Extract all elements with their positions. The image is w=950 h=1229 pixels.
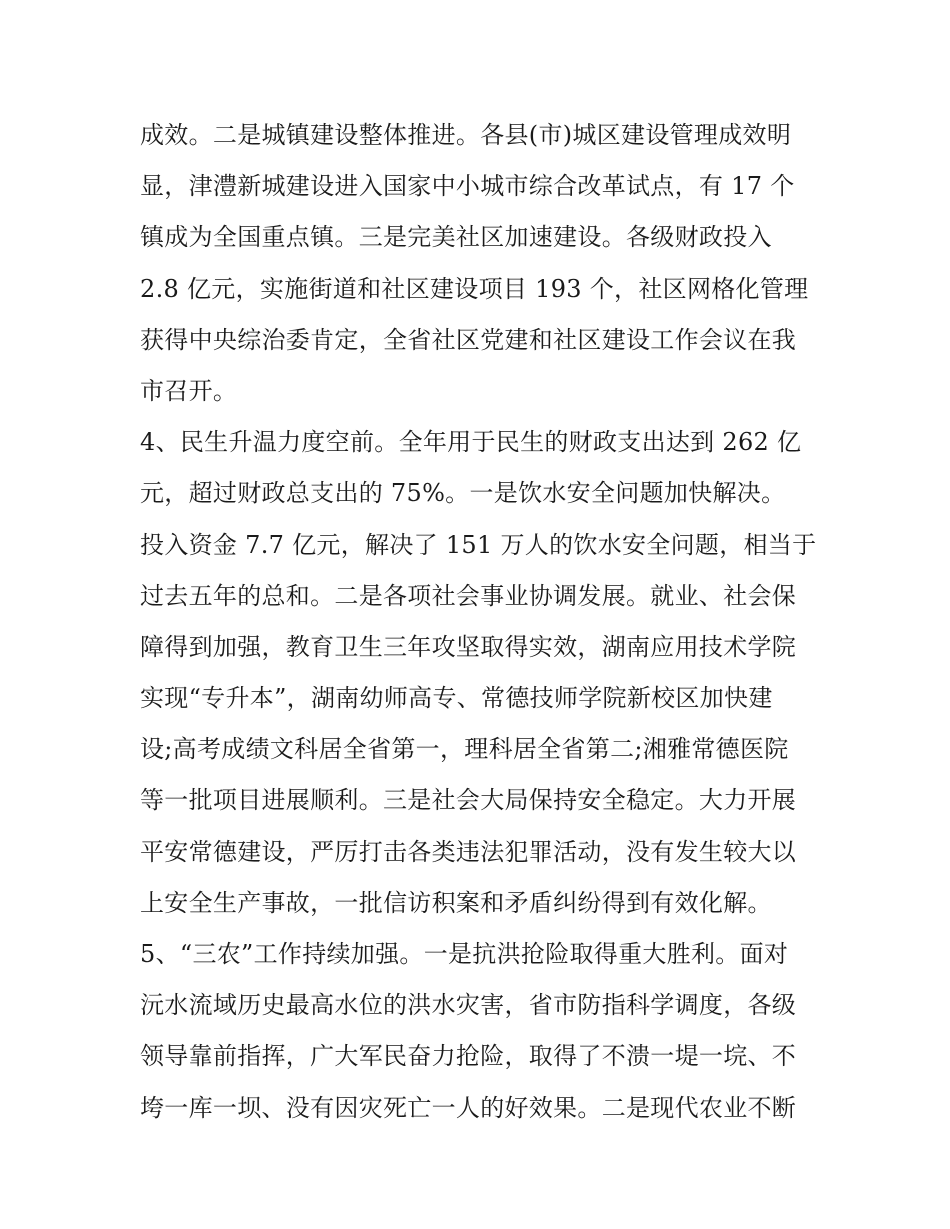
text-line: 5、“三农”工作持续加强。一是抗洪抢险取得重大胜利。面对 [140,940,789,968]
text-line: 等一批项目进展顺利。三是社会大局保持安全稳定。大力开展 [140,786,797,815]
text-line: 市召开。 [140,376,238,405]
text-line: 垮一库一坝、没有因灾死亡一人的好效果。二是现代农业不断 [140,1093,797,1122]
text-line: 2.8 亿元，实施街道和社区建设项目 193 个，社区网格化管理 [140,274,809,303]
text-line: 实现“专升本”，湖南幼师高专、常德技师学院新校区加快建 [140,684,773,713]
text-line: 投入资金 7.7 亿元，解决了 151 万人的饮水安全问题，相当于 [140,530,817,559]
document-body [140,110,820,1134]
text-line: 沅水流域历史最高水位的洪水灾害，省市防指科学调度，各级 [140,991,797,1020]
text-line: 元，超过财政总支出的 75%。一是饮水安全问题加快解决。 [140,479,786,508]
text-line: 领导靠前指挥，广大军民奋力抢险，取得了不溃一堤一垸、不 [140,1042,797,1071]
text-line: 障得到加强，教育卫生三年攻坚取得实效，湖南应用技术学院 [140,632,797,661]
text-line: 设;高考成绩文科居全省第一，理科居全省第二;湘雅常德医院 [140,735,789,764]
text-line: 过去五年的总和。二是各项社会事业协调发展。就业、社会保 [140,581,797,610]
text-line: 上安全生产事故，一批信访积案和矛盾纠纷得到有效化解。 [140,888,772,917]
text-line: 平安常德建设，严厉打击各类违法犯罪活动，没有发生较大以 [140,837,797,866]
text-line: 成效。二是城镇建设整体推进。各县(市)城区建设管理成效明 [140,121,792,149]
text-line: 4、民生升温力度空前。全年用于民生的财政支出达到 262 亿 [140,428,802,457]
text-line: 获得中央综治委肯定，全省社区党建和社区建设工作会议在我 [140,325,797,354]
text-line: 镇成为全国重点镇。三是完美社区加速建设。各级财政投入 [140,223,772,252]
text-line: 显，津澧新城建设进入国家中小城市综合改革试点，有 17 个 [140,172,795,201]
